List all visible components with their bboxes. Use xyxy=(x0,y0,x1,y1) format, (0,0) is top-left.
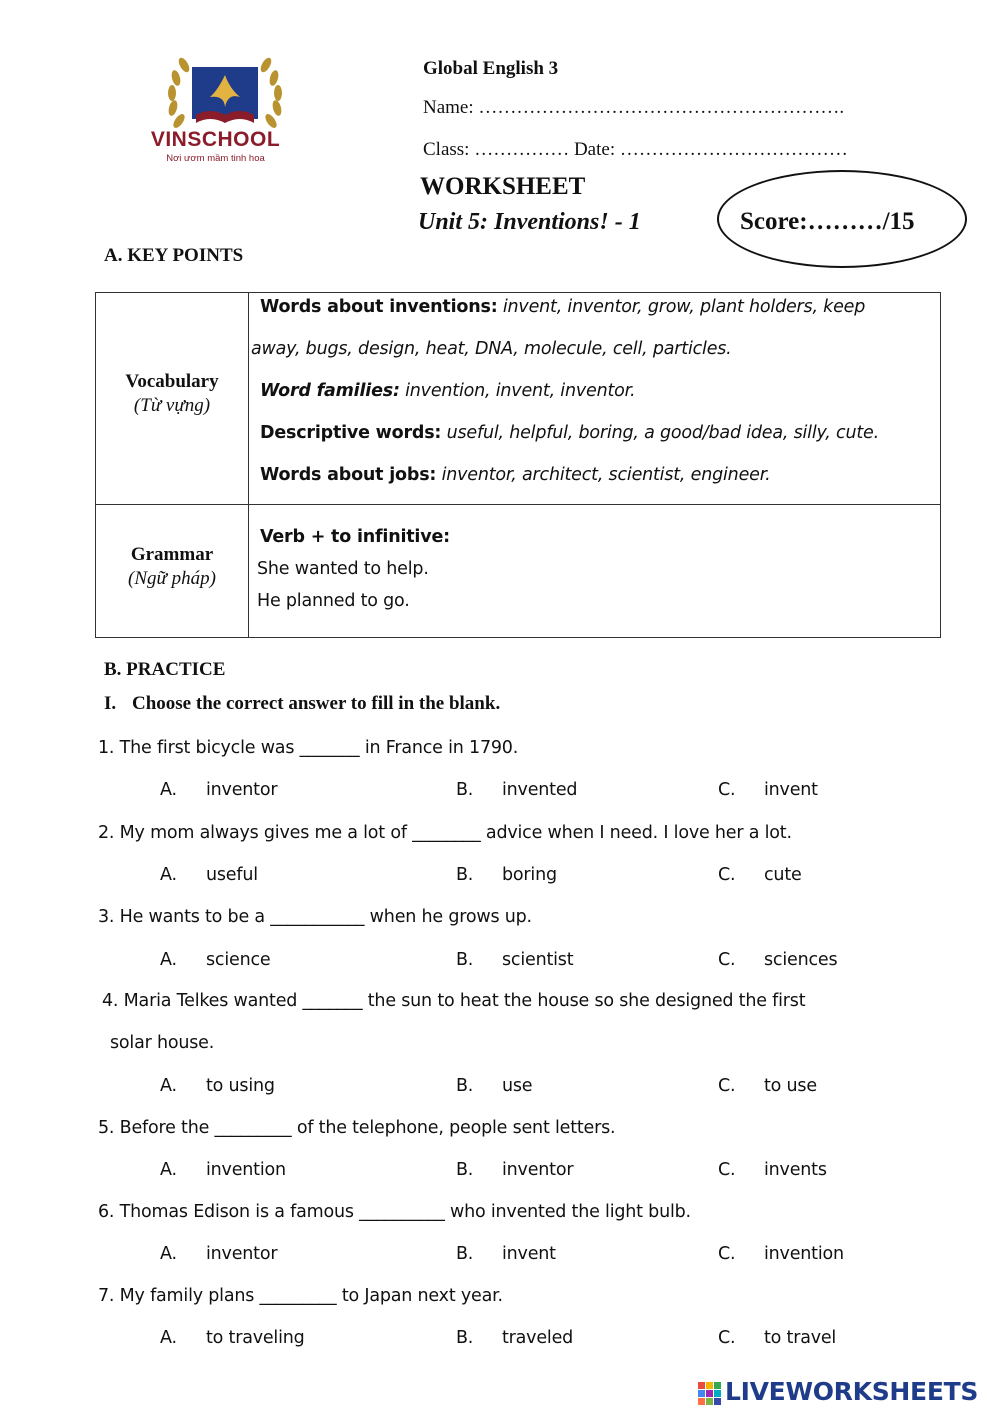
option-a[interactable] xyxy=(160,780,277,800)
vocab-line-body: away, bugs, design, heat, DNA, molecule, cell, particles. xyxy=(251,339,732,359)
grammar-row-header xyxy=(96,544,248,590)
table-column-divider xyxy=(248,293,249,637)
option-letter: A. xyxy=(160,865,177,885)
option-letter: C. xyxy=(718,1076,736,1096)
instruction xyxy=(104,693,500,715)
option-letter: A. xyxy=(160,780,177,800)
grammar-rule xyxy=(260,527,450,547)
option-letter: A. xyxy=(160,950,177,970)
option-text: to using xyxy=(206,1076,275,1096)
liveworksheets-brand[interactable]: LIVEWORKSHEETS xyxy=(725,1377,979,1406)
option-text: invent xyxy=(764,780,818,800)
option-c[interactable] xyxy=(718,865,802,885)
logo-tagline: Nơi ươm mầm tinh hoa xyxy=(166,153,265,164)
instruction-number: I. xyxy=(104,693,117,714)
question-3: 3. He wants to be a ___________ when he grows up. xyxy=(98,907,532,927)
option-b[interactable] xyxy=(456,1244,556,1264)
key-points-table xyxy=(95,292,941,638)
liveworksheets-logo-icon xyxy=(697,1379,723,1409)
vocab-line-head: Descriptive words: xyxy=(260,423,442,443)
option-text: to travel xyxy=(764,1328,837,1348)
unit-title: Unit 5: Inventions! - 1 xyxy=(418,209,641,235)
option-letter: A. xyxy=(160,1160,177,1180)
grammar-rule-head: Verb + to infinitive: xyxy=(260,527,450,547)
vocabulary-label: Vocabulary xyxy=(125,371,219,392)
option-letter: C. xyxy=(718,950,736,970)
vocab-line-body: inventor, architect, scientist, engineer. xyxy=(436,465,771,485)
section-b-title: B. PRACTICE xyxy=(104,659,226,680)
option-c[interactable] xyxy=(718,780,818,800)
option-a[interactable] xyxy=(160,1244,277,1264)
option-letter: C. xyxy=(718,780,736,800)
option-letter: B. xyxy=(456,1328,474,1348)
option-a[interactable] xyxy=(160,1076,275,1096)
question-5: 5. Before the _________ of the telephone, people sent letters. xyxy=(98,1118,616,1138)
option-letter: C. xyxy=(718,865,736,885)
class-date-field[interactable]: Class: …………… Date: ……………………………… xyxy=(423,139,848,160)
option-b[interactable] xyxy=(456,950,573,970)
option-text: scientist xyxy=(502,950,574,970)
name-field[interactable]: Name: …………………………………………………. xyxy=(423,97,845,118)
option-b[interactable] xyxy=(456,780,577,800)
option-text: invented xyxy=(502,780,578,800)
option-text: useful xyxy=(206,865,258,885)
worksheet-title: WORKSHEET xyxy=(420,173,586,200)
question-2: 2. My mom always gives me a lot of ________ advice when I need. I love her a lot. xyxy=(98,823,792,843)
section-a-title: A. KEY POINTS xyxy=(104,245,244,266)
grammar-example: She wanted to help. xyxy=(257,559,429,579)
score-label: Score:………/15 xyxy=(740,208,915,235)
option-text: sciences xyxy=(764,950,838,970)
option-text: invention xyxy=(764,1244,844,1264)
option-c[interactable] xyxy=(718,1076,817,1096)
option-a[interactable] xyxy=(160,950,270,970)
option-letter: B. xyxy=(456,1244,474,1264)
option-letter: B. xyxy=(456,1160,474,1180)
option-text: use xyxy=(502,1076,533,1096)
option-text: invent xyxy=(502,1244,556,1264)
option-letter: C. xyxy=(718,1160,736,1180)
option-text: invents xyxy=(764,1160,827,1180)
option-letter: B. xyxy=(456,865,474,885)
vocab-line-head: Word families: xyxy=(260,381,400,401)
vocab-line-word-families xyxy=(260,381,635,401)
option-text: cute xyxy=(764,865,802,885)
vocabulary-row-header xyxy=(96,371,248,417)
option-b[interactable] xyxy=(456,1328,573,1348)
question-1: 1. The first bicycle was _______ in France in 1790. xyxy=(98,738,519,758)
logo-wordmark: VINSCHOOL xyxy=(150,128,281,151)
vocabulary-label-vi: (Từ vựng) xyxy=(133,395,211,416)
grammar-example: He planned to go. xyxy=(257,591,410,611)
vocab-line-descriptive xyxy=(260,423,879,443)
instruction-text: Choose the correct answer to fill in the blank. xyxy=(132,693,501,714)
option-text: to use xyxy=(764,1076,817,1096)
course-title: Global English 3 xyxy=(423,58,559,79)
option-text: to traveling xyxy=(206,1328,305,1348)
option-letter: A. xyxy=(160,1328,177,1348)
option-a[interactable] xyxy=(160,865,258,885)
option-letter: B. xyxy=(456,950,474,970)
option-letter: B. xyxy=(456,780,474,800)
question-4: 4. Maria Telkes wanted _______ the sun to heat the house so she designed the first xyxy=(102,991,806,1011)
option-text: inventor xyxy=(206,780,278,800)
option-text: invention xyxy=(206,1160,286,1180)
option-b[interactable] xyxy=(456,1076,532,1096)
option-text: inventor xyxy=(206,1244,278,1264)
option-c[interactable] xyxy=(718,1160,827,1180)
option-a[interactable] xyxy=(160,1328,305,1348)
option-b[interactable] xyxy=(456,1160,573,1180)
option-letter: A. xyxy=(160,1076,177,1096)
option-c[interactable] xyxy=(718,1328,836,1348)
vocab-line-body: useful, helpful, boring, a good/bad idea, silly, cute. xyxy=(441,423,879,443)
option-text: inventor xyxy=(502,1160,574,1180)
option-text: science xyxy=(206,950,271,970)
vocab-line-head: Words about jobs: xyxy=(260,465,437,485)
option-c[interactable] xyxy=(718,1244,844,1264)
option-letter: C. xyxy=(718,1244,736,1264)
option-text: boring xyxy=(502,865,557,885)
vocab-line-jobs xyxy=(260,465,770,485)
vocab-line-inventions xyxy=(260,297,865,317)
option-text: traveled xyxy=(502,1328,574,1348)
vocab-line-body: invention, invent, inventor. xyxy=(399,381,636,401)
vocab-line-inventions-cont xyxy=(251,339,732,359)
option-letter: B. xyxy=(456,1076,474,1096)
vocab-line-body: invent, inventor, grow, plant holders, keep xyxy=(497,297,866,317)
option-letter: A. xyxy=(160,1244,177,1264)
table-row-divider xyxy=(96,504,940,505)
option-c[interactable] xyxy=(718,950,837,970)
question-6: 6. Thomas Edison is a famous __________ who invented the light bulb. xyxy=(98,1202,691,1222)
option-letter: C. xyxy=(718,1328,736,1348)
grammar-label: Grammar xyxy=(130,544,214,565)
question-7: 7. My family plans _________ to Japan next year. xyxy=(98,1286,503,1306)
option-b[interactable] xyxy=(456,865,557,885)
question-4-continued: solar house. xyxy=(110,1033,215,1053)
option-a[interactable] xyxy=(160,1160,286,1180)
grammar-label-vi: (Ngữ pháp) xyxy=(128,568,216,589)
vocab-line-head: Words about inventions: xyxy=(260,297,498,317)
